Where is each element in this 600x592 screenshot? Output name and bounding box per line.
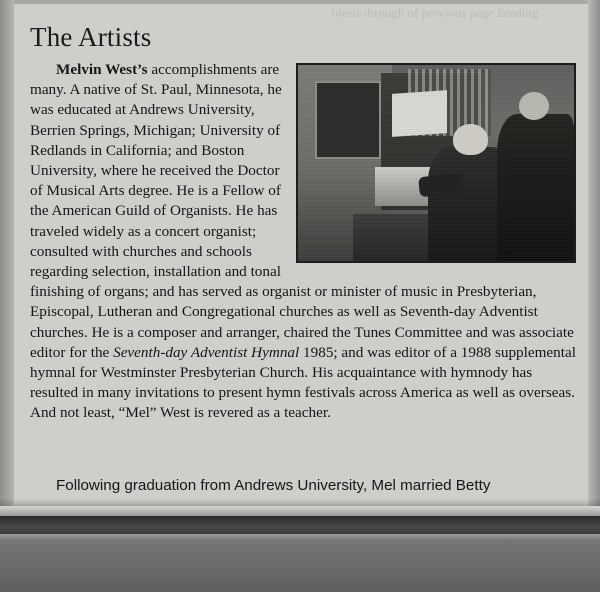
photo-window [315,81,381,159]
photo-standing-man-head [519,92,549,119]
desk-sheen [0,534,600,540]
bleed-through-text: bleed-through of previous page heading [331,6,539,20]
paragraph-body-text-continued: 1985; and was editor of a 1988 supplemental hymnal for Westminster Presbyterian Church. His acquaintance with hymnody has resulted in many invitations to present hymn festivals across America as well as overseas. And not least, “Mel” West is revered as a teacher. [30,343,576,422]
photo-standing-man-body [497,114,574,261]
hymnal-title: Seventh-day Adventist Hymnal [113,343,300,361]
paragraph-body-text: accomplishments are many. A native of St. Paul, Minnesota, he was educated at Andrews University, Berrien Springs, Michigan; University of Redlands in California; and Boston University, where he received the Doctor of Musical Arts degree. He is a Fellow of the American Guild of Organists. He has traveled widely as a concert organist; consulted with churches and schools regarding selection, installation and tonal finishing of organs; and has served as organist or minister of music in Presbyterian, Episcopal, Lutheran and Congregational churches as well as Seventh-day Adventist churches. He is a composer and arranger, chaired the Tunes Committee and was associate editor for the [30,61,574,361]
clipped-last-line [30,476,576,500]
scanner-edge-light [0,506,600,516]
article-content [30,22,576,424]
page-right-edge [588,0,600,512]
photo-seated-organist-head [453,124,489,155]
lead-in-name: Melvin West’s [56,61,148,78]
photo-music-rack [392,91,447,138]
page-title: The Artists [30,22,152,52]
last-line-text: Following graduation from Andrews University, Mel married Betty [56,477,491,494]
page-left-edge [0,0,14,512]
desk-surface [0,534,600,592]
scanner-edge-dark [0,516,600,534]
organist-at-console-photo [296,63,576,263]
